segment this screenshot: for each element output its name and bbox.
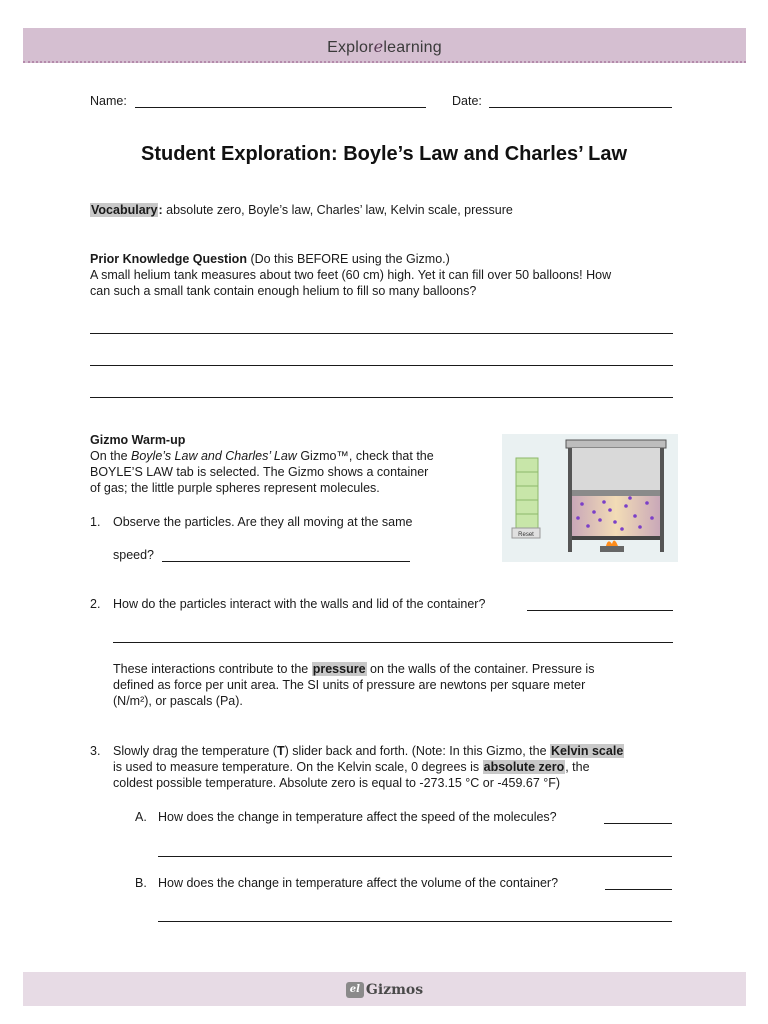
warmup-line-2: BOYLE’S LAW tab is selected. The Gizmo shows a container bbox=[90, 465, 429, 479]
container-top bbox=[566, 440, 666, 448]
answer-line-q2-inline[interactable] bbox=[527, 610, 673, 611]
container-upper-space bbox=[572, 448, 660, 490]
absolute-zero-term: absolute zero bbox=[483, 760, 565, 774]
warmup-line-1a: On the bbox=[90, 449, 131, 463]
answer-line-prior-3[interactable] bbox=[90, 397, 673, 398]
q3b-label: B. bbox=[135, 876, 147, 890]
prior-knowledge bbox=[90, 251, 690, 299]
answer-line-q3a[interactable] bbox=[158, 856, 672, 857]
pressure-para-line-2: defined as force per unit area. The SI units of pressure are newtons per square meter bbox=[113, 678, 586, 692]
vocabulary-colon: : bbox=[158, 203, 163, 217]
vocabulary-terms: absolute zero, Boyle’s law, Charles’ law, Kelvin scale, pressure bbox=[162, 203, 513, 217]
answer-line-q3b[interactable] bbox=[158, 921, 672, 922]
container-lid[interactable] bbox=[572, 490, 660, 496]
pressure-para-b: on the walls of the container. Pressure is bbox=[366, 662, 595, 676]
logo-suffix: learning bbox=[383, 39, 442, 56]
footer-band bbox=[23, 972, 746, 1006]
pressure-para-line-3: (N/m²), or pascals (Pa). bbox=[113, 694, 243, 708]
answer-line-q1[interactable] bbox=[162, 561, 410, 562]
gizmos-label: Gizmos bbox=[365, 982, 424, 998]
reset-button-label: Reset bbox=[518, 532, 534, 538]
gizmo-boyles-law-illustration bbox=[502, 434, 678, 562]
pressure-paragraph bbox=[113, 661, 683, 709]
q1-line-2: speed? bbox=[113, 548, 155, 562]
name-field[interactable] bbox=[135, 107, 426, 108]
warmup-line-3: of gas; the little purple spheres represent molecules. bbox=[90, 481, 380, 495]
pressure-para-a: These interactions contribute to the bbox=[113, 662, 312, 676]
vocabulary bbox=[90, 202, 513, 218]
container-base bbox=[572, 536, 660, 540]
q3-temp-symbol: T bbox=[276, 744, 285, 758]
weight-stack bbox=[516, 458, 538, 528]
answer-line-q3a-inline[interactable] bbox=[604, 823, 672, 824]
container-right-wall bbox=[660, 448, 664, 552]
q3b-text: How does the change in temperature affect the volume of the container? bbox=[158, 876, 559, 890]
prior-knowledge-line-1: A small helium tank measures about two feet (60 cm) high. Yet it can fill over 50 balloons! How bbox=[90, 268, 612, 282]
q3a-text: How does the change in temperature affect the speed of the molecules? bbox=[158, 810, 557, 824]
vocabulary-label: Vocabulary bbox=[91, 203, 158, 217]
q3-text bbox=[113, 743, 688, 791]
kelvin-scale-term: Kelvin scale bbox=[551, 744, 624, 758]
explorelearning-logo bbox=[23, 28, 746, 61]
q3-line-1c: ) slider back and forth. (Note: In this Gizmo, the bbox=[284, 744, 550, 758]
q1-number: 1. bbox=[90, 515, 101, 529]
warmup-line-1b: Gizmo™, check that the bbox=[296, 449, 434, 463]
q3-line-2b: , the bbox=[565, 760, 590, 774]
prior-knowledge-heading: Prior Knowledge Question bbox=[90, 252, 247, 266]
gizmo-warmup bbox=[90, 432, 490, 496]
answer-line-q2[interactable] bbox=[113, 642, 673, 643]
gizmos-logo bbox=[23, 972, 746, 1006]
q1-line-1: Observe the particles. Are they all moving at the same bbox=[113, 515, 413, 529]
date-field[interactable] bbox=[489, 107, 672, 108]
warmup-line-1-italic: Boyle’s Law and Charles’ Law bbox=[131, 449, 297, 463]
logo-mark: e bbox=[373, 37, 384, 56]
date-label: Date: bbox=[452, 94, 482, 108]
header-band bbox=[23, 28, 746, 63]
logo-prefix: Explor bbox=[327, 39, 374, 56]
burner bbox=[600, 546, 624, 552]
prior-knowledge-line-2: can such a small tank contain enough helium to fill so many balloons? bbox=[90, 284, 477, 298]
answer-line-prior-2[interactable] bbox=[90, 365, 673, 366]
answer-line-prior-1[interactable] bbox=[90, 333, 673, 334]
q3-line-1a: Slowly drag the temperature ( bbox=[113, 744, 277, 758]
container-left-wall bbox=[568, 448, 572, 552]
q2-text: How do the particles interact with the walls and lid of the container? bbox=[113, 597, 486, 611]
page-title: Student Exploration: Boyle’s Law and Charles’ Law bbox=[140, 143, 627, 165]
gizmos-mark-icon: el bbox=[346, 982, 364, 998]
answer-line-q3b-inline[interactable] bbox=[605, 889, 672, 890]
q3-line-2a: is used to measure temperature. On the Kelvin scale, 0 degrees is bbox=[113, 760, 483, 774]
name-label: Name: bbox=[90, 94, 127, 108]
q3a-label: A. bbox=[135, 810, 147, 824]
q3-line-3: coldest possible temperature. Absolute zero is equal to -273.15 °C or -459.67 °F) bbox=[113, 776, 561, 790]
warmup-heading: Gizmo Warm-up bbox=[90, 433, 186, 447]
prior-knowledge-note: (Do this BEFORE using the Gizmo.) bbox=[246, 252, 450, 266]
q2-number: 2. bbox=[90, 597, 101, 611]
q3-number: 3. bbox=[90, 744, 101, 758]
pressure-term: pressure bbox=[312, 662, 366, 676]
